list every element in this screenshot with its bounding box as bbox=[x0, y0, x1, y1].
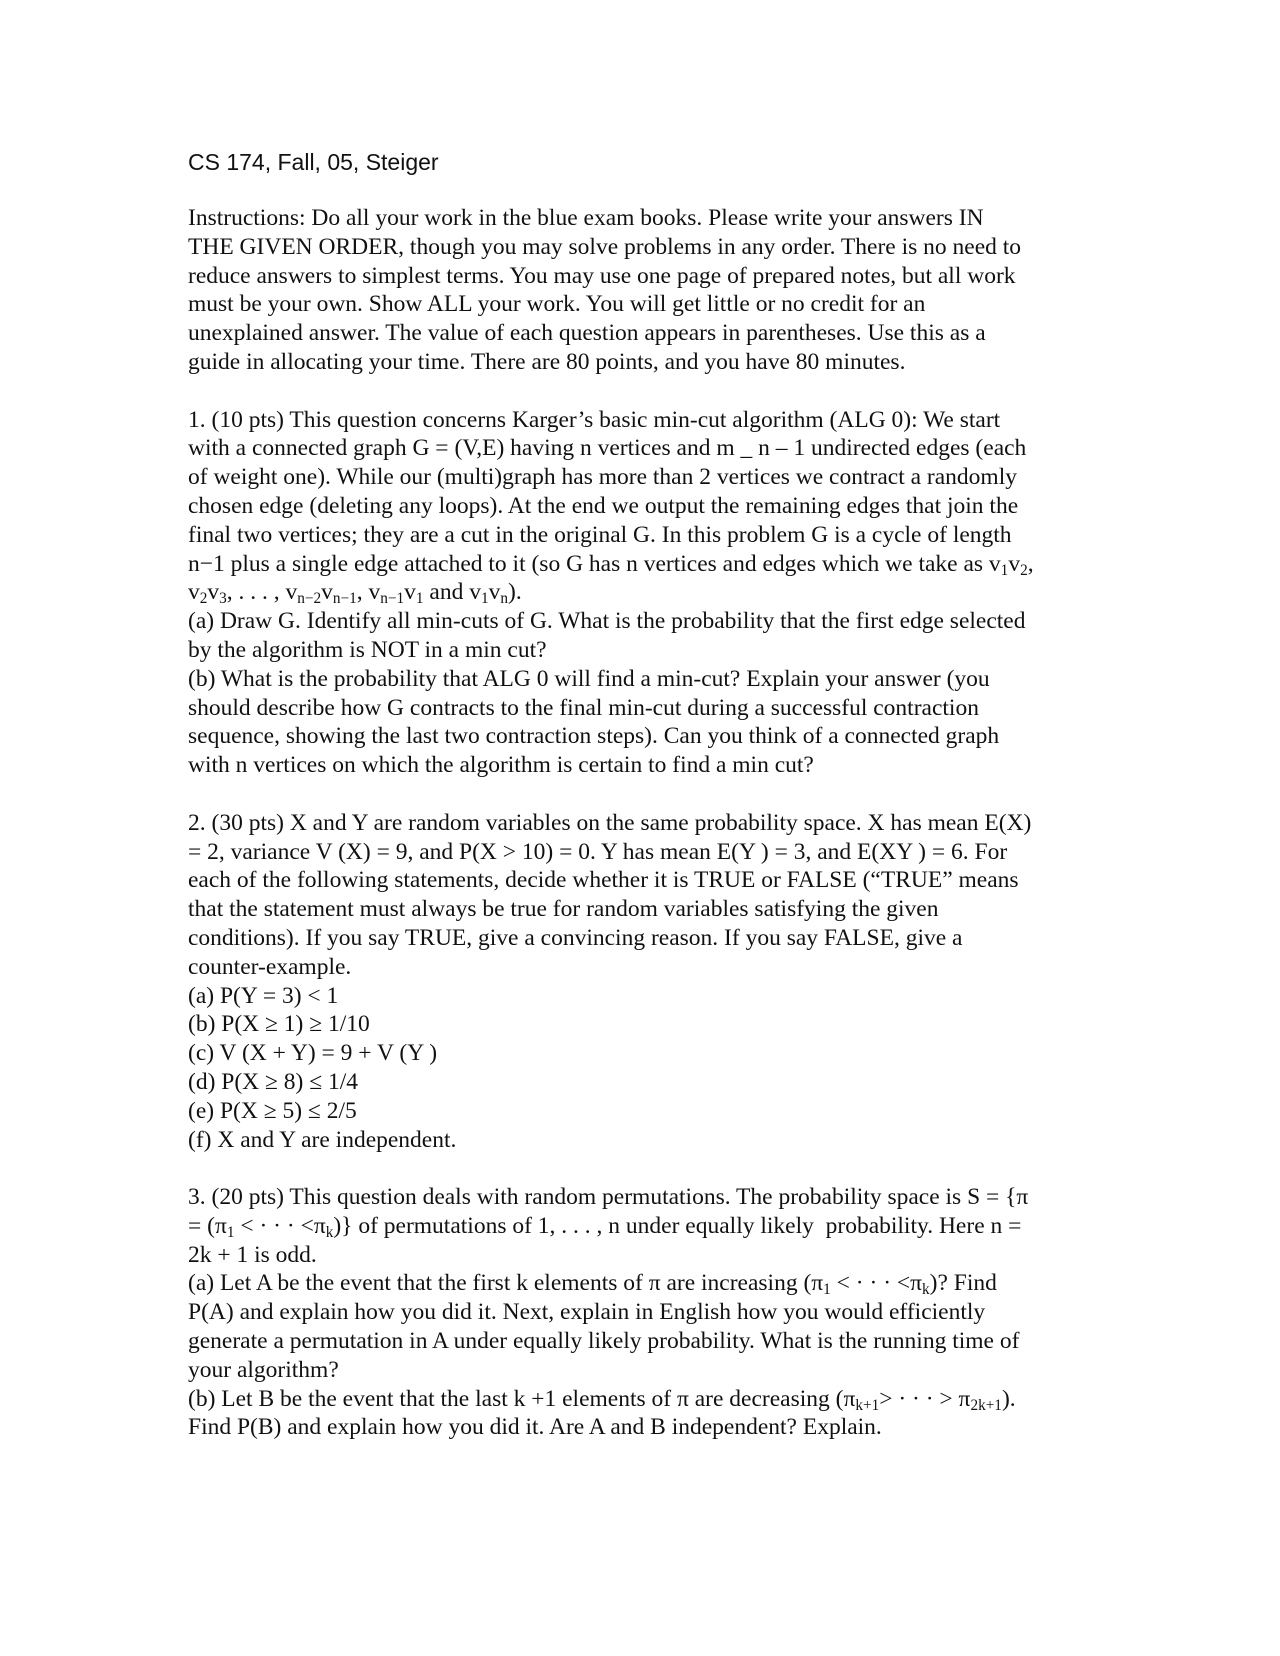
question-1-part-b: with n vertices on which the algorithm is certain to find a min cut? bbox=[188, 752, 814, 779]
question-1-part-b: should describe how G contracts to the final min-cut during a successful contraction bbox=[188, 694, 979, 721]
question-1-part-a: (a) Draw G. Identify all min-cuts of G. What is the probability that the first edge selected bbox=[188, 608, 1026, 635]
question-1-line: final two vertices; they are a cut in the original G. In this problem G is a cycle of length bbox=[188, 521, 1012, 548]
instructions-line: reduce answers to simplest terms. You may use one page of prepared notes, but all work bbox=[188, 262, 1016, 289]
question-2-statement-d: (d) P(X ≥ 8) ≤ 1/4 bbox=[188, 1068, 359, 1095]
question-1-line: n−1 plus a single edge attached to it (so G has n vertices and edges which we take as $v_1v_2$, bbox=[188, 550, 1034, 579]
question-1-part-b: (b) What is the probability that ALG 0 will find a min-cut? Explain your answer (you bbox=[188, 665, 990, 692]
question-2-line: each of the following statements, decide whether it is TRUE or FALSE (“TRUE” means bbox=[188, 867, 1019, 894]
question-1-edge-list: $v_2v_3$, . . . , $v_{n-2}v_{n-1}$, $v_{n-1}v_1$ and $v_1v_n$). bbox=[188, 579, 522, 608]
course-header: CS 174, Fall, 05, Steiger bbox=[188, 149, 439, 175]
question-1-line: of weight one). While our (multi)graph has more than 2 vertices we contract a randomly bbox=[188, 464, 1017, 491]
instructions bbox=[188, 204, 1088, 377]
question-2-line: 2. (30 pts) X and Y are random variables on the same probability space. X has mean E(X) bbox=[188, 809, 1032, 836]
instructions-line: guide in allocating your time. There are 80 points, and you have 80 minutes. bbox=[188, 348, 906, 375]
question-3-part-b: Find P(B) and explain how you did it. Are A and B independent? Explain. bbox=[188, 1414, 882, 1441]
question-2-statement-c: (c) V (X + Y) = 9 + V (Y ) bbox=[188, 1040, 438, 1067]
question-2-line: that the statement must always be true for random variables satisfying the given bbox=[188, 896, 939, 923]
question-3-line: 3. (20 pts) This question deals with random permutations. The probability space is S = {π bbox=[188, 1184, 1029, 1211]
question-2 bbox=[188, 809, 1088, 1155]
question-1 bbox=[188, 406, 1088, 780]
question-3-line: 2k + 1 is odd. bbox=[188, 1241, 317, 1268]
question-2-statement-b: (b) P(X ≥ 1) ≥ 1/10 bbox=[188, 1011, 370, 1038]
exam-page bbox=[188, 148, 1088, 1471]
question-3-part-a: (a) Let A be the event that the first k elements of π are increasing ($\pi_1$ < · · · $<\pi_k$)? Find bbox=[188, 1270, 997, 1299]
question-1-line: with a connected graph G = (V,E) having n vertices and m _ n – 1 undirected edges (each bbox=[188, 435, 1027, 462]
instructions-line: Instructions: Do all your work in the blue exam books. Please write your answers IN bbox=[188, 205, 984, 231]
question-1-part-b: sequence, showing the last two contraction steps). Can you think of a connected graph bbox=[188, 723, 1000, 750]
question-3 bbox=[188, 1183, 1088, 1442]
question-2-statement-f: (f) X and Y are independent. bbox=[188, 1126, 457, 1153]
question-3-line: = ($\pi_1$ < · · · $<\pi_k$)} of permutations of 1, . . . , n under equally likely probability. Here n = bbox=[188, 1212, 1022, 1241]
instructions-line: THE GIVEN ORDER, though you may solve problems in any order. There is no need to bbox=[188, 233, 1022, 260]
question-2-statement-a: (a) P(Y = 3) < 1 bbox=[188, 982, 339, 1009]
question-3-part-a: P(A) and explain how you did it. Next, explain in English how you would efficiently bbox=[188, 1299, 986, 1326]
instructions-line: unexplained answer. The value of each question appears in parentheses. Use this as a bbox=[188, 320, 986, 347]
question-3-part-a: your algorithm? bbox=[188, 1356, 339, 1383]
question-3-part-b: (b) Let B be the event that the last k +1 elements of π are decreasing ($\pi_{k+1}>$ · · · > $\pi_{2k+1}$). bbox=[188, 1385, 1016, 1414]
question-1-part-a: by the algorithm is NOT in a min cut? bbox=[188, 636, 547, 663]
question-1-line: chosen edge (deleting any loops). At the end we output the remaining edges that join the bbox=[188, 492, 1019, 519]
question-2-line: counter-example. bbox=[188, 953, 352, 980]
question-2-statement-e: (e) P(X ≥ 5) ≤ 2/5 bbox=[188, 1097, 357, 1124]
instructions-line: must be your own. Show ALL your work. You will get little or no credit for an bbox=[188, 291, 926, 318]
question-2-line: conditions). If you say TRUE, give a convincing reason. If you say FALSE, give a bbox=[188, 924, 963, 951]
question-2-line: = 2, variance V (X) = 9, and P(X > 10) = 0. Y has mean E(Y ) = 3, and E(XY ) = 6. For bbox=[188, 838, 1008, 865]
question-3-part-a: generate a permutation in A under equally likely probability. What is the running time of bbox=[188, 1328, 1020, 1355]
question-1-line: 1. (10 pts) This question concerns Karger’s basic min-cut algorithm (ALG 0): We start bbox=[188, 406, 1001, 433]
